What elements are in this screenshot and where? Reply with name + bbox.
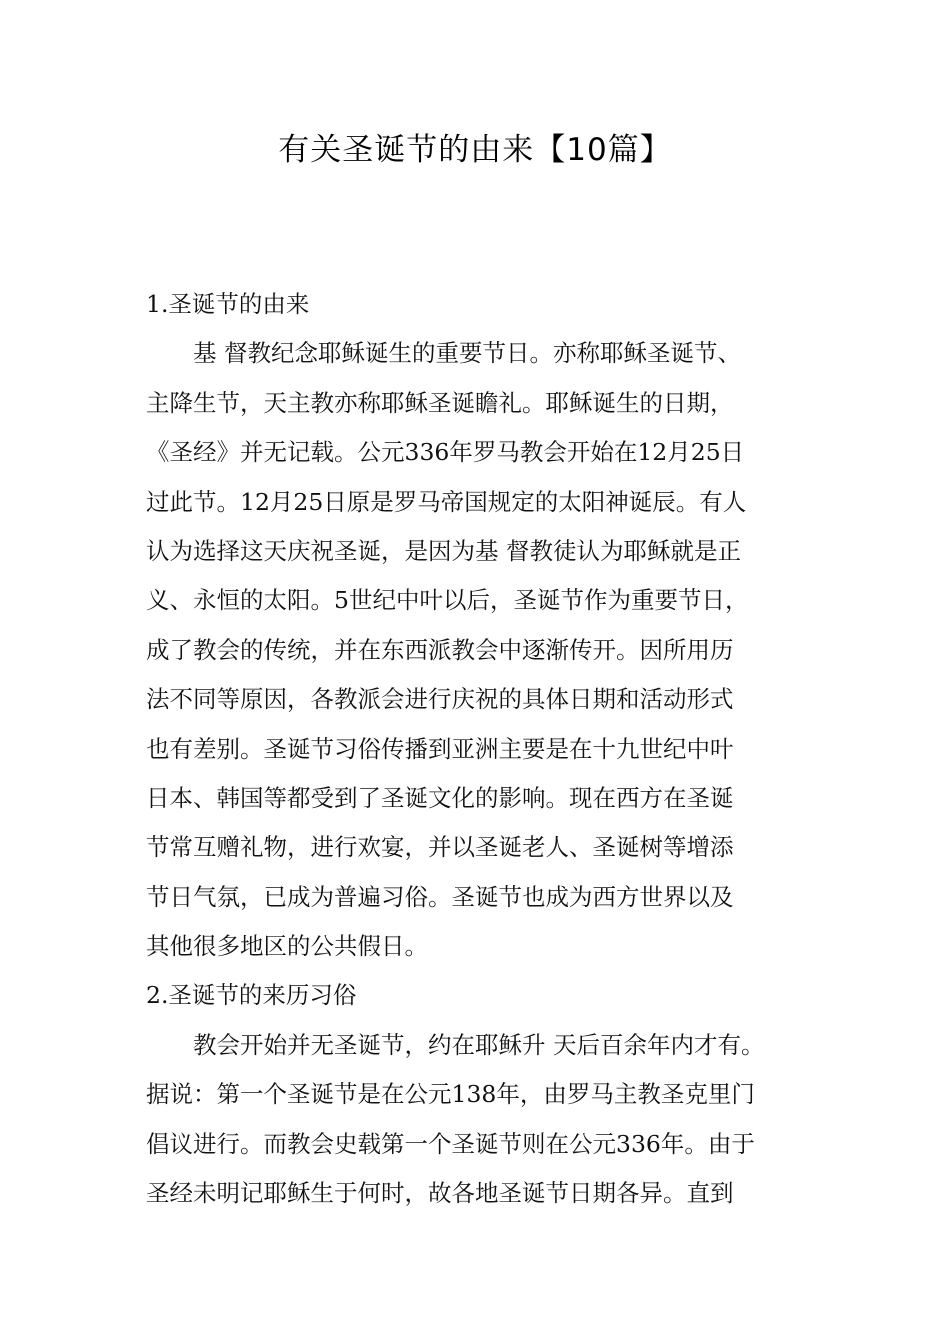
paragraph-line: 基 督教纪念耶稣诞生的重要节日。亦称耶稣圣诞节、 [193, 339, 741, 368]
paragraph-line: 《圣经》并无记载。公元336年罗马教会开始在12月25日 [146, 438, 745, 467]
paragraph-line: 主降生节，天主教亦称耶稣圣诞瞻礼。耶稣诞生的日期， [146, 388, 734, 417]
document-title: 有关圣诞节的由来【10篇】 [278, 132, 672, 168]
paragraph-line: 日本、韩国等都受到了圣诞文化的影响。现在西方在圣诞 [146, 783, 734, 812]
section-heading: 2.圣诞节的来历习俗 [146, 981, 357, 1010]
paragraph-line: 法不同等原因，各教派会进行庆祝的具体日期和活动形式 [146, 685, 734, 714]
paragraph-line: 其他很多地区的公共假日。 [146, 932, 428, 961]
document-body [146, 280, 826, 1218]
paragraph-line: 也有差别。圣诞节习俗传播到亚洲主要是在十九世纪中叶 [146, 734, 734, 763]
paragraph-line: 成了教会的传统，并在东西派教会中逐渐传开。因所用历 [146, 635, 734, 664]
paragraph-line: 节日气氛，已成为普遍习俗。圣诞节也成为西方世界以及 [146, 882, 734, 911]
paragraph-line: 认为选择这天庆祝圣诞，是因为基 督教徒认为耶稣就是正 [146, 536, 741, 565]
paragraph-line: 义、永恒的太阳。5世纪中叶以后，圣诞节作为重要节日， [146, 586, 749, 615]
section-heading: 1.圣诞节的由来 [146, 290, 310, 318]
paragraph-line: 教会开始并无圣诞节，约在耶稣升 天后百余年内才有。 [193, 1030, 765, 1059]
paragraph-line: 圣经未明记耶稣生于何时，故各地圣诞节日期各异。直到 [146, 1179, 734, 1208]
paragraph-line: 节常互赠礼物，进行欢宴，并以圣诞老人、圣诞树等增添 [146, 833, 734, 862]
paragraph-line: 倡议进行。而教会史载第一个圣诞节则在公元336年。由于 [146, 1129, 755, 1158]
paragraph-line: 过此节。12月25日原是罗马帝国规定的太阳神诞辰。有人 [146, 487, 747, 516]
paragraph-line: 据说：第一个圣诞节是在公元138年，由罗马主教圣克里门 [146, 1080, 755, 1109]
